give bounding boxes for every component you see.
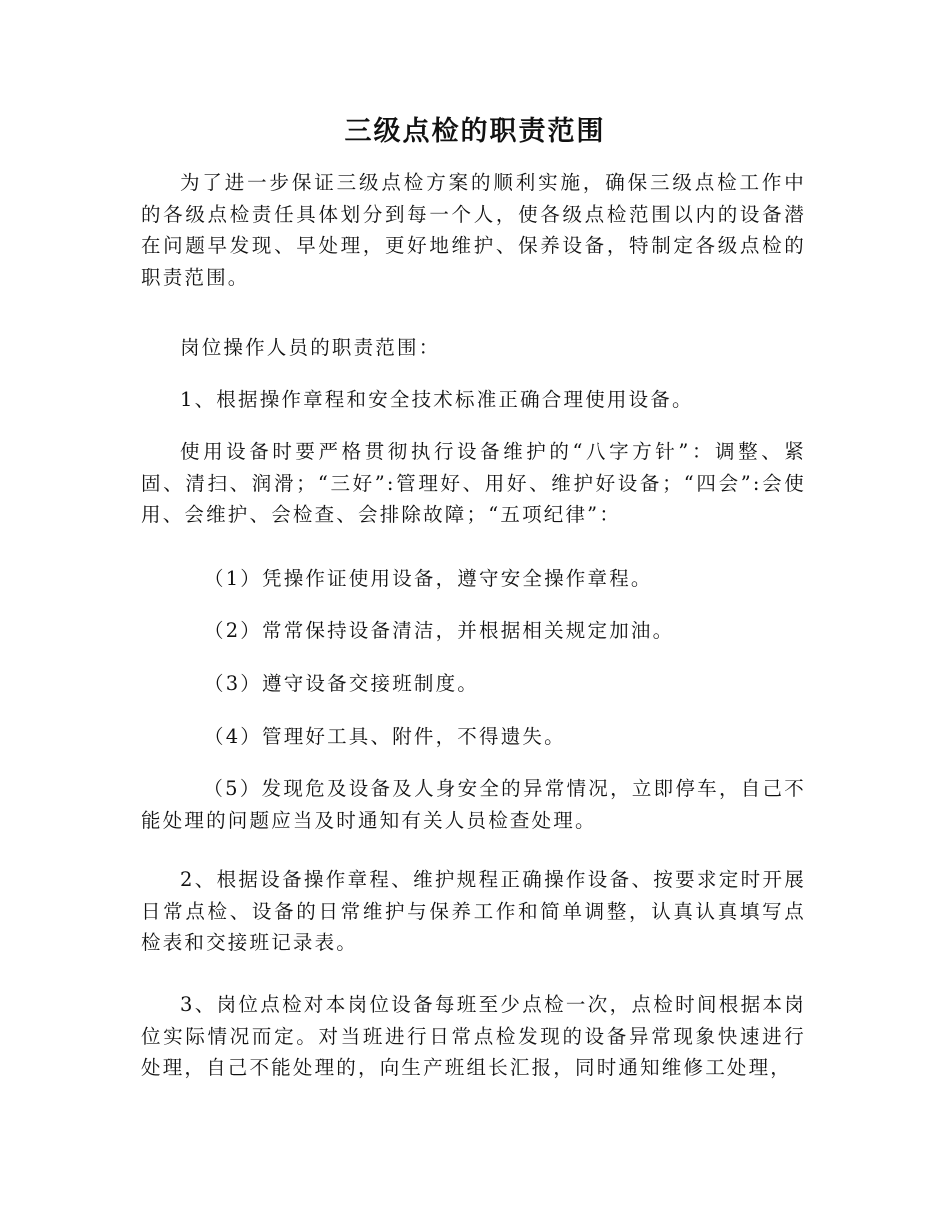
guideline-paragraph: 使用设备时要严格贯彻执行设备维护的“八字方针”：调整、紧固、清扫、润滑；“三好”:管理好、用好、维护好设备；“四会”:会使用、会维护、会检查、会排除故障；“五项纪律”： xyxy=(141,440,806,526)
discipline-item-2: （2）常常保持设备清洁，并根据相关规定加油。 xyxy=(204,619,675,642)
point-3-paragraph: 3、岗位点检对本岗位设备每班至少点检一次，点检时间根据本岗位实际情况而定。对当班进行日常点检发现的设备异常现象快速进行处理，自己不能处理的，向生产班组长汇报，同时通知维修工处理， xyxy=(141,993,806,1079)
document-title: 三级点检的职责范围 xyxy=(344,116,606,147)
intro-paragraph: 为了进一步保证三级点检方案的顺利实施，确保三级点检工作中的各级点检责任具体划分到每一个人，使各级点检范围以内的设备潜在问题早发现、早处理，更好地维护、保养设备，特制定各级点检的职责范围。 xyxy=(141,171,806,289)
discipline-item-1: （1）凭操作证使用设备，遵守安全操作章程。 xyxy=(204,567,653,590)
discipline-item-4: （4）管理好工具、附件，不得遗失。 xyxy=(204,725,566,748)
point-1-paragraph: 1、根据操作章程和安全技术标准正确合理使用设备。 xyxy=(180,388,694,411)
discipline-item-5: （5）发现危及设备及人身安全的异常情况，立即停车，自己不能处理的问题应当及时通知有关人员检查处理。 xyxy=(141,777,806,832)
section-heading: 岗位操作人员的职责范围： xyxy=(180,336,441,359)
discipline-item-3: （3）遵守设备交接班制度。 xyxy=(204,672,480,695)
point-2-paragraph: 2、根据设备操作章程、维护规程正确操作设备、按要求定时开展日常点检、设备的日常维护与保养工作和简单调整，认真认真填写点检表和交接班记录表。 xyxy=(141,868,806,954)
